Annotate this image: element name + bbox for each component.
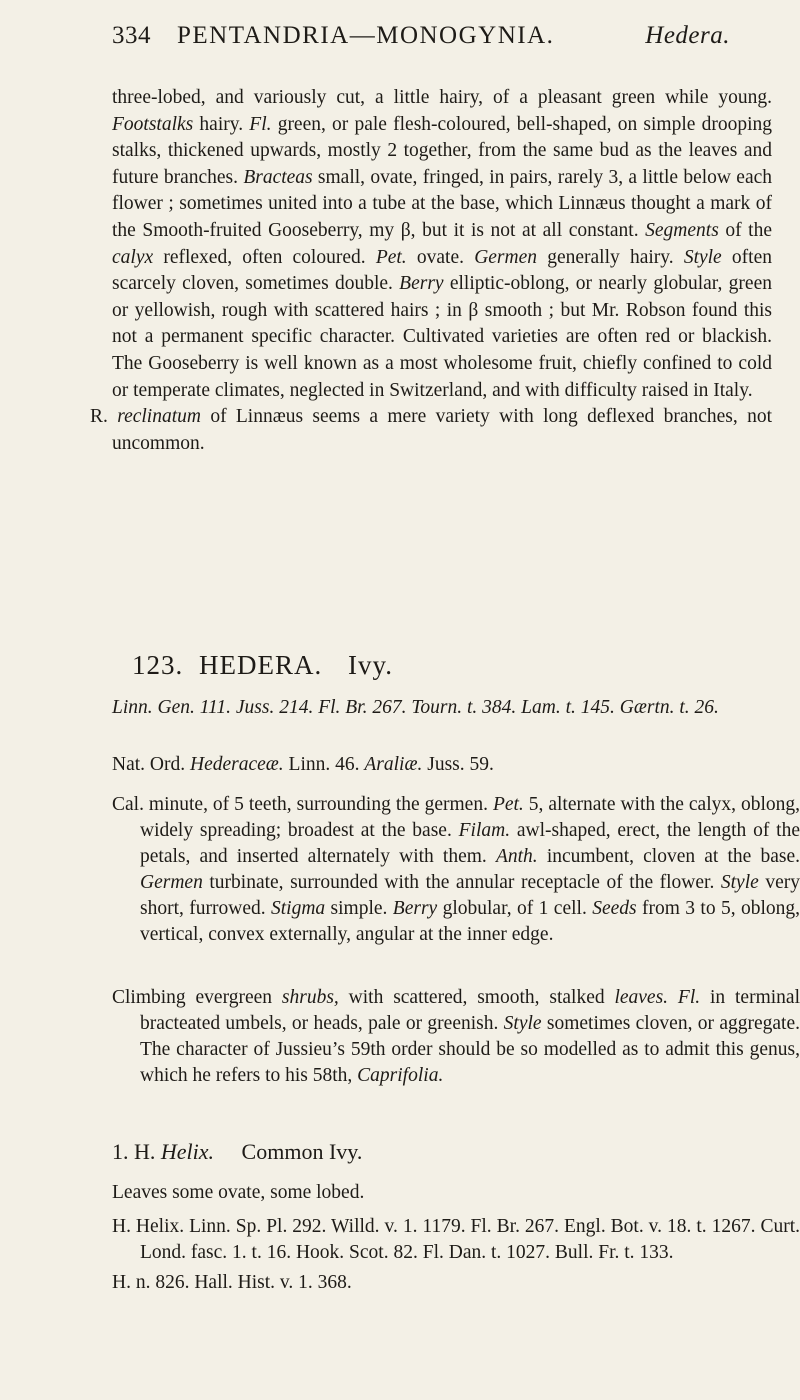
text-run: Cal. minute, of 5 teeth, surrounding the germen. xyxy=(112,794,493,815)
text-run: H. Helix. Linn. Sp. Pl. 292. Willd. v. 1. 1179. Fl. Br. 267. Engl. Bot. v. 18. t. 1267. Curt. Lond. fasc. 1. t. 16. Hook. Scot. 82. Fl. Dan. t. 1027. Bull. Fr. t. 133. xyxy=(112,1216,800,1263)
italic-term: Caprifolia. xyxy=(357,1065,444,1086)
genus-vernacular: Ivy. xyxy=(348,650,393,680)
natural-order xyxy=(112,752,800,778)
page-number: 334 xyxy=(112,22,151,49)
text-run: of the xyxy=(718,219,772,241)
text-run: hairy. xyxy=(193,113,250,135)
text-run: 5, alternate with the calyx, oblong, widely spreading; broadest at the base. xyxy=(140,794,800,841)
text-run: incumbent, cloven at the base. xyxy=(537,846,800,867)
text-run: often scarcely cloven, sometimes double. xyxy=(112,246,772,295)
italic-term: Style xyxy=(720,872,759,893)
text-run: Linn. 46. xyxy=(283,754,365,775)
italic-term: Germen xyxy=(474,246,538,268)
italic-term: Style xyxy=(683,246,722,268)
italic-term: leaves. xyxy=(614,987,669,1008)
italic-term: Footstalks xyxy=(112,113,194,135)
text-run: three-lobed, and variously cut, a little hairy, of a pleasant green while young. xyxy=(112,87,772,108)
text-run: from 3 to 5, oblong, vertical, convex externally, angular at the inner edge. xyxy=(140,898,800,945)
habit-description xyxy=(112,985,800,1089)
italic-term: Pet. xyxy=(375,246,407,268)
text-run: ovate. xyxy=(406,246,475,268)
italic-term: Anth. xyxy=(495,846,538,867)
italic-term: Berry xyxy=(392,898,438,919)
text-run: Juss. 59. xyxy=(422,754,494,775)
page-header xyxy=(112,22,770,62)
synonymy-line xyxy=(112,1270,800,1296)
running-genus: Hedera. xyxy=(645,22,730,49)
genus-name: HEDERA. xyxy=(199,650,323,680)
text-run: awl-shaped, erect, the length of the petals, and inserted alternately with them. xyxy=(140,820,800,867)
text-run: small, ovate, fringed, in pairs, rarely 3, a little below each flower ; sometimes united into a tube at the base, which Linnæus thought a mark of the Smooth-fruited Gooseberry, my β, but it is not at all constant. xyxy=(112,166,773,241)
text-run: reflexed, often coloured. xyxy=(153,246,376,268)
running-title: PENTANDRIA—MONOGYNIA. xyxy=(177,22,555,49)
italic-term: Style xyxy=(503,1013,542,1034)
species-heading xyxy=(112,1139,772,1165)
italic-term: Segments xyxy=(645,219,719,241)
text-run: globular, of 1 cell. xyxy=(437,898,593,919)
text-run xyxy=(668,987,678,1008)
species-vernacular: Common Ivy. xyxy=(241,1139,363,1164)
text-run: of Linnæus seems a mere variety with long deflexed branches, not uncommon. xyxy=(112,406,772,454)
genus-number: 123. xyxy=(132,650,184,680)
species-diagnosis xyxy=(112,1180,800,1206)
italic-term: Hederaceæ. xyxy=(189,754,284,775)
text-run: elliptic-oblong, or nearly globular, green or yellowish, rough with scattered hairs ; in β smooth ; but Mr. Robson found this not a permanent specific character. Cultivated varieties are often red or blackish. The Gooseberry is well known as a most wholesome fruit, chiefly confined to cold or temperate climates, neglected in Switzerland, and with difficulty raised in Italy. xyxy=(112,273,772,401)
synonymy-line xyxy=(112,1214,800,1266)
reference-line: Linn. Gen. 111. Juss. 214. Fl. Br. 267. Tourn. t. 384. Lam. t. 145. Gærtn. t. 26. xyxy=(112,697,719,718)
genus-references xyxy=(112,695,800,721)
text-run: Leaves some ovate, some lobed. xyxy=(112,1182,365,1203)
continuation-paragraph xyxy=(90,85,773,457)
text-run: sometimes cloven, or aggregate. The character of Jussieu’s 59th order should be so modelled as to admit this genus, which he refers to his 58th, xyxy=(140,1013,800,1086)
generic-character xyxy=(112,792,800,948)
italic-term: Bracteas xyxy=(243,166,313,188)
italic-term: Araliæ. xyxy=(364,754,423,775)
italic-term: reclinatum xyxy=(117,406,201,428)
text-run: H. n. 826. Hall. Hist. v. 1. 368. xyxy=(112,1272,352,1293)
text-run: Nat. Ord. xyxy=(112,754,190,775)
italic-term: Filam. xyxy=(458,820,511,841)
species-abbrev: H. xyxy=(134,1139,156,1164)
italic-term: Pet. xyxy=(492,794,524,815)
italic-term: Fl. xyxy=(249,113,272,135)
species-name: Helix. xyxy=(160,1139,215,1164)
text-run: with scattered, smooth, stalked xyxy=(338,987,615,1008)
italic-term: shrubs, xyxy=(281,987,339,1008)
genus-heading xyxy=(132,650,692,681)
text-run: Climbing evergreen xyxy=(112,987,282,1008)
italic-term: Germen xyxy=(140,872,203,893)
text-run: generally hairy. xyxy=(537,246,684,268)
species-number: 1. xyxy=(112,1139,129,1164)
text-run: turbinate, surrounded with the annular receptacle of the flower. xyxy=(202,872,721,893)
text-run: very short, furrowed. xyxy=(140,872,800,919)
variety-prefix: R. xyxy=(90,406,118,428)
text-run: simple. xyxy=(325,898,393,919)
italic-term: Seeds xyxy=(592,898,637,919)
italic-term: Fl. xyxy=(677,987,701,1008)
italic-term: Stigma xyxy=(270,898,326,919)
italic-term: calyx xyxy=(112,246,154,268)
text-run: in terminal bracteated umbels, or heads, pale or greenish. xyxy=(140,987,800,1034)
italic-term: Berry xyxy=(399,273,444,295)
text-run: green, or pale flesh-coloured, bell-shaped, on simple drooping stalks, thickened upwards, mostly 2 together, from the same bud as the leaves and future branches. xyxy=(112,113,773,188)
